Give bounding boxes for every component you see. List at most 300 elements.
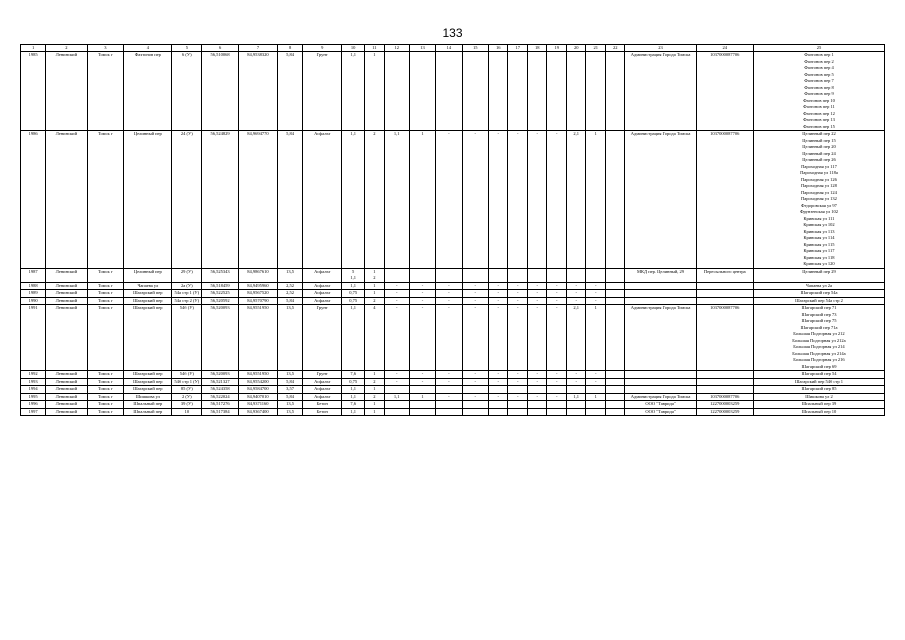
table-cell: [488, 52, 508, 131]
table-cell: 1: [409, 393, 435, 401]
table-cell: -: [527, 297, 547, 305]
table-cell: Администрация Города Томска: [625, 393, 696, 401]
table-cell: 56,524829: [202, 131, 239, 269]
table-cell: -: [384, 282, 409, 290]
table-cell: [625, 297, 696, 305]
table-cell: 1: [586, 305, 606, 371]
address-item: Большая Подгорная ул 214а: [792, 350, 846, 356]
table-cell: 84,9495960: [238, 282, 277, 290]
table-cell: 56,518459: [202, 282, 239, 290]
table-cell: 2: [365, 131, 385, 269]
table-cell: 84,9570790: [238, 297, 277, 305]
table-cell: [566, 268, 586, 282]
table-cell: 2: [365, 297, 385, 305]
table-cell: Шагарский пер: [124, 371, 172, 379]
table-cell: -: [436, 305, 462, 371]
table-cell: 2,1: [566, 305, 586, 371]
table-cell: [605, 131, 625, 269]
table-cell: Целинный пер: [124, 131, 172, 269]
table-cell: -: [527, 282, 547, 290]
address-item: Кривская ул 117: [803, 248, 835, 253]
table-cell: -: [436, 282, 462, 290]
address-item: Целинный пер 15: [802, 137, 836, 143]
table-cell: Ленинский: [46, 393, 87, 401]
table-cell: 7,6: [342, 371, 365, 379]
table-cell: Шагарский пер: [124, 290, 172, 298]
table-cell: Томск г: [87, 268, 124, 282]
table-cell: 1985: [21, 52, 46, 131]
table-cell: -: [566, 282, 586, 290]
table-cell: 1,1: [342, 305, 365, 371]
table-cell: [605, 268, 625, 282]
table-cell: Целинный пер: [124, 268, 172, 282]
table-cell: 1: [365, 401, 385, 409]
table-cell: -: [547, 290, 567, 298]
table-cell: 56,517384: [202, 408, 239, 416]
address-item: Пароходная ул 126: [801, 176, 837, 182]
table-cell: 2: [365, 378, 385, 386]
table-cell: [384, 401, 409, 409]
table-cell: Асфальт: [303, 386, 342, 394]
address-list-cell: [753, 268, 884, 282]
table-cell: -: [436, 297, 462, 305]
table-cell: 1,1: [342, 131, 365, 269]
table-cell: 54а стр 1 (У): [172, 290, 202, 298]
table-cell: -: [527, 131, 547, 269]
address-item: Целинный пер 29: [802, 268, 836, 274]
table-cell: Ленинский: [46, 52, 87, 131]
table-cell: 1993: [21, 378, 46, 386]
table-cell: -: [436, 290, 462, 298]
address-item: Фаэтонов пер 2: [804, 58, 834, 64]
table-cell: 1986: [21, 131, 46, 269]
table-cell: Шагарский пер: [124, 297, 172, 305]
table-cell: Фаэтонов пер: [124, 52, 172, 131]
table-cell: 56,522024: [202, 393, 239, 401]
table-cell: 1,1: [342, 408, 365, 416]
table-cell: 39 (У): [172, 401, 202, 409]
table-cell: 2 (У): [172, 393, 202, 401]
table-cell: Асфальт: [303, 297, 342, 305]
table-cell: 85 (У): [172, 386, 202, 394]
table-cell: 1227000003259: [696, 408, 753, 416]
address-item: Кривская ул 118: [803, 254, 835, 260]
table-cell: -: [527, 290, 547, 298]
address-item: Целинный пер 26: [802, 157, 836, 162]
table-cell: 56,522525: [202, 290, 239, 298]
table-cell: [605, 305, 625, 371]
address-item: Большая Подгорная ул 216: [793, 357, 845, 362]
table-cell: Томск г: [87, 52, 124, 131]
table-cell: 0,75: [342, 290, 365, 298]
table-cell: [462, 386, 488, 394]
table-cell: 13,5: [277, 371, 302, 379]
table-cell: 56,520093: [202, 371, 239, 379]
table-row: [21, 282, 885, 290]
table-cell: 0,75: [342, 297, 365, 305]
table-cell: [696, 290, 753, 298]
table-cell: 3,57: [277, 386, 302, 394]
table-cell: -: [586, 282, 606, 290]
address-item: Шишкова ул 2: [805, 393, 833, 399]
column-number: 1: [21, 45, 46, 52]
column-number: 5: [172, 45, 202, 52]
table-cell: [409, 268, 435, 282]
table-cell: Томск г: [87, 282, 124, 290]
column-number: 12: [384, 45, 409, 52]
table-cell: 56,524358: [202, 386, 239, 394]
table-cell: [462, 408, 488, 416]
table-cell: [462, 401, 488, 409]
table-cell: -: [508, 290, 528, 298]
table-cell: [462, 52, 488, 131]
table-cell: Томск г: [87, 305, 124, 371]
table-cell: -: [508, 297, 528, 305]
table-cell: [605, 371, 625, 379]
address-item: Шагарский пер 54а стр 2: [795, 297, 843, 303]
table-cell: 0,75: [342, 378, 365, 386]
table-cell: [409, 52, 435, 131]
table-cell: Ленинский: [46, 290, 87, 298]
table-cell: Ленинский: [46, 282, 87, 290]
table-cell: Асфальт: [303, 290, 342, 298]
table-cell: -: [527, 371, 547, 379]
table-cell: 84,9567520: [238, 290, 277, 298]
table-cell: -: [488, 371, 508, 379]
address-list-cell: [753, 386, 884, 394]
table-cell: [696, 371, 753, 379]
column-number: 24: [696, 45, 753, 52]
table-cell: 1: [365, 371, 385, 379]
column-number: 4: [124, 45, 172, 52]
table-cell: 56,520093: [202, 305, 239, 371]
table-cell: -: [409, 282, 435, 290]
table-cell: 1992: [21, 371, 46, 379]
table-cell: 56,510068: [202, 52, 239, 131]
table-cell: 84,9407010: [238, 393, 277, 401]
address-item: Шпальный пер 39: [801, 401, 837, 406]
table-cell: Ленинский: [46, 386, 87, 394]
table-cell: Ленинский: [46, 305, 87, 371]
table-cell: 2,1: [566, 131, 586, 269]
column-number: 11: [365, 45, 385, 52]
table-cell: [586, 268, 606, 282]
table-cell: Ленинский: [46, 401, 87, 409]
table-cell: [527, 268, 547, 282]
table-cell: [436, 268, 462, 282]
table-cell: -: [462, 290, 488, 298]
table-cell: 84,9551950: [238, 305, 277, 371]
table-cell: Бетон: [303, 408, 342, 416]
table-cell: Пересыльного центра: [696, 268, 753, 282]
table-cell: [696, 282, 753, 290]
address-item: Целинный пер 22: [802, 131, 836, 136]
table-cell: [605, 393, 625, 401]
table-cell: [436, 401, 462, 409]
table-cell: 13,5: [277, 408, 302, 416]
address-item: Фаэтонов пер 4: [804, 65, 834, 70]
table-cell: [586, 408, 606, 416]
address-item: Большая Подгорная ул 212а: [792, 337, 846, 343]
table-cell: [547, 401, 567, 409]
table-cell: -: [547, 131, 567, 269]
table-row: [21, 386, 885, 394]
address-item: Федоровская ул 97: [801, 202, 837, 208]
table-cell: -: [508, 378, 528, 386]
table-cell: -: [508, 393, 528, 401]
address-item: Кривская ул 120: [803, 261, 835, 266]
table-cell: 1987: [21, 268, 46, 282]
table-cell: -: [488, 393, 508, 401]
table-cell: Администрация Города Томска: [625, 52, 696, 131]
table-cell: -: [384, 305, 409, 371]
table-cell: 84,9694770: [238, 131, 277, 269]
table-cell: [527, 386, 547, 394]
table-cell: 5,84: [277, 378, 302, 386]
table-cell: [605, 297, 625, 305]
table-cell: -: [462, 297, 488, 305]
table-cell: -: [384, 297, 409, 305]
table-cell: 84,9867610: [238, 268, 277, 282]
table-cell: [409, 386, 435, 394]
table-cell: [605, 282, 625, 290]
table-cell: [547, 386, 567, 394]
table-cell: -: [488, 378, 508, 386]
address-item: Шагарский пер 73: [801, 311, 837, 317]
table-cell: 5,84: [277, 297, 302, 305]
table-row: [21, 290, 885, 298]
table-cell: Бетон: [303, 401, 342, 409]
column-number: 21: [586, 45, 606, 52]
table-cell: -: [566, 290, 586, 298]
table-cell: Ленинский: [46, 268, 87, 282]
table-cell: -: [436, 393, 462, 401]
table-cell: 1227000003259: [696, 401, 753, 409]
table-cell: 1997: [21, 408, 46, 416]
table-cell: [605, 378, 625, 386]
table-cell: -: [462, 131, 488, 269]
address-item: Фаэтонов пер 1: [804, 52, 834, 57]
table-cell: [508, 268, 528, 282]
table-cell: -: [566, 297, 586, 305]
table-cell: [696, 386, 753, 394]
address-list-cell: [753, 393, 884, 401]
column-number: 9: [303, 45, 342, 52]
table-cell: 2: [365, 393, 385, 401]
table-cell: Томск г: [87, 131, 124, 269]
table-cell: 29 (У): [172, 268, 202, 282]
table-cell: -: [508, 131, 528, 269]
table-cell: Томск г: [87, 378, 124, 386]
address-item: Пароходная ул 132: [801, 196, 837, 201]
table-cell: -: [462, 305, 488, 371]
table-cell: -: [409, 371, 435, 379]
address-item: Пароходная ул 117: [801, 163, 837, 169]
table-cell: 1037000087706: [696, 52, 753, 131]
table-cell: 1037000087706: [696, 393, 753, 401]
table-cell: 1 2: [365, 268, 385, 282]
column-number: 16: [488, 45, 508, 52]
table-cell: -: [436, 378, 462, 386]
table-cell: [696, 297, 753, 305]
page-number: 133: [442, 26, 463, 40]
table-cell: 1990: [21, 297, 46, 305]
table-cell: -: [409, 290, 435, 298]
table-cell: 1,1: [342, 386, 365, 394]
address-list-cell: [753, 297, 884, 305]
table-cell: Томск г: [87, 386, 124, 394]
column-number: 25: [753, 45, 884, 52]
address-item: Пароходная ул 124: [801, 189, 837, 195]
table-cell: -: [586, 290, 606, 298]
table-cell: [409, 408, 435, 416]
address-item: Фрунзенская ул 102: [799, 209, 839, 214]
table-cell: 13,5: [277, 401, 302, 409]
table-cell: 1,1: [384, 393, 409, 401]
table-cell: 56,520592: [202, 297, 239, 305]
table-cell: 24 (У): [172, 131, 202, 269]
table-cell: Администрация Города Томска: [625, 131, 696, 269]
table-cell: -: [527, 305, 547, 371]
table-cell: [527, 52, 547, 131]
table-cell: [605, 386, 625, 394]
table-cell: 4: [365, 305, 385, 371]
address-item: Кривская ул 114: [803, 235, 835, 240]
table-cell: [605, 408, 625, 416]
table-cell: [566, 52, 586, 131]
table-cell: [462, 268, 488, 282]
address-item: Шагарский пер 69: [801, 363, 837, 369]
table-cell: [605, 290, 625, 298]
table-cell: 54а стр 2 (У): [172, 297, 202, 305]
address-item: Кривская ул 102: [803, 222, 835, 227]
column-number: 20: [566, 45, 586, 52]
table-cell: [436, 52, 462, 131]
table-cell: 1: [365, 290, 385, 298]
table-cell: [508, 386, 528, 394]
table-cell: Шагарский пер: [124, 378, 172, 386]
column-number: 13: [409, 45, 435, 52]
table-cell: [605, 401, 625, 409]
table-cell: 2,52: [277, 282, 302, 290]
table-cell: 1,1: [342, 52, 365, 131]
table-cell: 1995: [21, 393, 46, 401]
table-cell: ООО "Таврида": [625, 408, 696, 416]
address-list-cell: [753, 282, 884, 290]
table-cell: 1988: [21, 282, 46, 290]
table-cell: ООО "Таврида": [625, 401, 696, 409]
column-number: 23: [625, 45, 696, 52]
table-cell: -: [409, 305, 435, 371]
address-item: Шпальный пер 10: [801, 408, 837, 414]
address-item: Чапаева ул 2а: [805, 282, 833, 288]
table-cell: [566, 386, 586, 394]
column-number: 7: [238, 45, 277, 52]
table-cell: [488, 408, 508, 416]
table-cell: -: [436, 131, 462, 269]
column-number-row: [21, 45, 885, 52]
table-cell: -: [384, 371, 409, 379]
address-list-cell: [753, 408, 884, 416]
table-cell: [566, 401, 586, 409]
address-item: Целинный пер 20: [802, 144, 836, 149]
table-cell: 54б стр 1 (У): [172, 378, 202, 386]
table-cell: 1,1: [384, 131, 409, 269]
table-cell: 1996: [21, 401, 46, 409]
table-cell: 5,84: [277, 393, 302, 401]
table-cell: 1,1: [566, 393, 586, 401]
column-number: 14: [436, 45, 462, 52]
table-row: [21, 131, 885, 269]
table-cell: [508, 408, 528, 416]
table-cell: 13,5: [277, 268, 302, 282]
table-cell: -: [566, 371, 586, 379]
column-number: 2: [46, 45, 87, 52]
table-cell: Асфальт: [303, 378, 342, 386]
table-cell: 84,9551950: [238, 371, 277, 379]
table-cell: Грунт: [303, 371, 342, 379]
table-cell: [384, 52, 409, 131]
table-cell: [488, 386, 508, 394]
address-item: Кривская ул 113: [803, 228, 835, 234]
address-item: Фаэтонов пер 13: [803, 117, 835, 122]
table-cell: Томск г: [87, 290, 124, 298]
address-item: Целинный пер 24: [802, 150, 836, 156]
table-cell: Асфальт: [303, 393, 342, 401]
table-cell: [586, 401, 606, 409]
column-number: 17: [508, 45, 528, 52]
table-cell: 5 1,1: [342, 268, 365, 282]
table-cell: 1: [409, 131, 435, 269]
table-cell: 1: [586, 131, 606, 269]
table-cell: -: [586, 378, 606, 386]
address-item: Пароходная ул 128: [801, 183, 837, 188]
address-item: Фаэтонов пер 12: [803, 110, 835, 116]
address-item: Большая Подгорная ул 214: [793, 344, 845, 349]
table-cell: -: [462, 393, 488, 401]
table-cell: [508, 401, 528, 409]
table-cell: [625, 290, 696, 298]
table-row: [21, 52, 885, 131]
table-cell: -: [547, 393, 567, 401]
address-list-cell: [753, 290, 884, 298]
register-table: [20, 44, 885, 416]
table-cell: 84,9367400: [238, 408, 277, 416]
table-cell: Шпальный пер: [124, 401, 172, 409]
address-item: Фаэтонов пер 10: [803, 97, 835, 103]
table-cell: -: [436, 371, 462, 379]
table-cell: Томск г: [87, 393, 124, 401]
table-cell: 1,1: [342, 282, 365, 290]
table-row: [21, 408, 885, 416]
table-cell: Грунт: [303, 52, 342, 131]
table-cell: -: [462, 282, 488, 290]
table-cell: 56,525343: [202, 268, 239, 282]
table-row: [21, 297, 885, 305]
table-cell: -: [488, 305, 508, 371]
table-cell: -: [462, 371, 488, 379]
table-cell: -: [508, 282, 528, 290]
table-cell: 56,521327: [202, 378, 239, 386]
address-list-cell: [753, 378, 884, 386]
table-cell: -: [488, 297, 508, 305]
address-item: Фаэтонов пер 11: [803, 104, 835, 109]
address-item: Пароходная ул 118а: [800, 170, 838, 175]
table-cell: -: [547, 297, 567, 305]
table-cell: -: [527, 393, 547, 401]
table-cell: Ленинский: [46, 131, 87, 269]
table-cell: Асфальт: [303, 131, 342, 269]
